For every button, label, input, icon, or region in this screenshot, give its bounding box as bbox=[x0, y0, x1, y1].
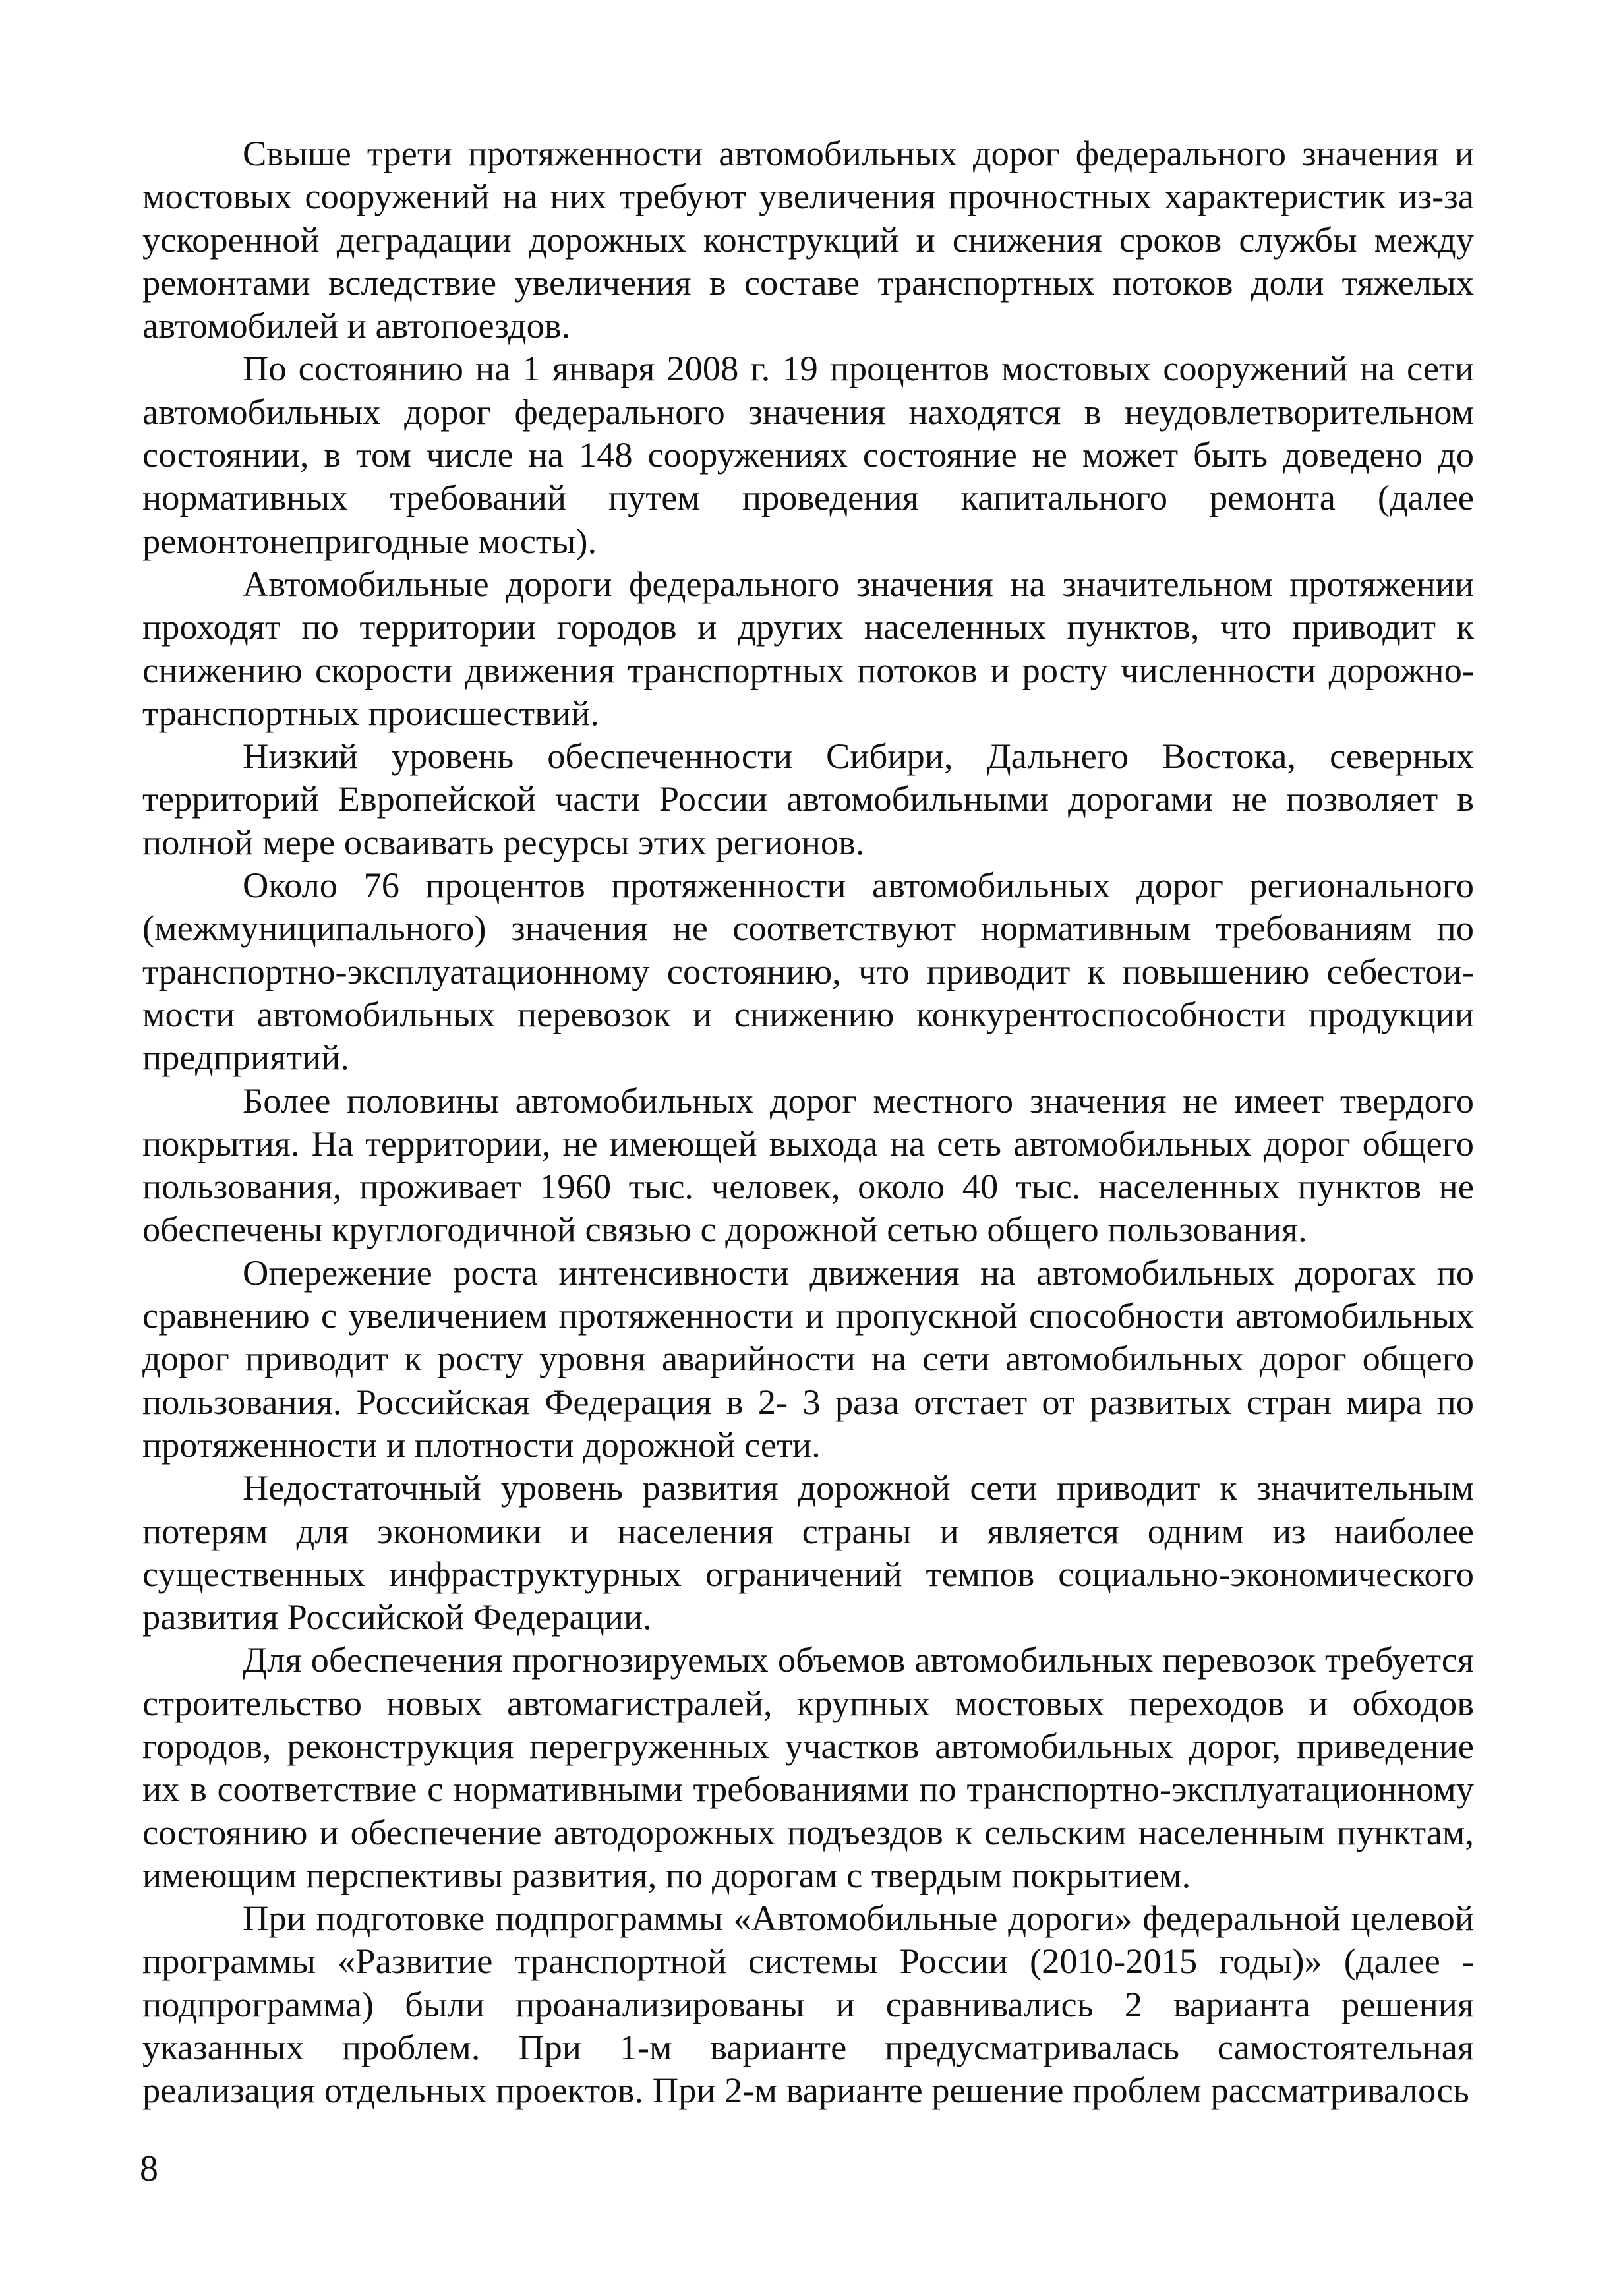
paragraph-5: Около 76 процентов протяженности автомобильных дорог регионального (межмуниципального) значения не соответствуют нормативным требованиям по транспортно-эксплуатационному состоянию, что приводит к повышению себестоимости автомобильных перевозок и снижению конкурентоспособности продукции предприятий. bbox=[142, 865, 1474, 1078]
paragraph-6: Более половины автомобильных дорог местного значения не имеет твердого покрытия. На территории, не имеющей выхода на сеть автомобильных дорог общего пользования, проживает 1960 тыс. человек, около 40 тыс. населенных пунктов не обеспечены круглогодичной связью с дорожной сетью общего пользования. bbox=[142, 1080, 1474, 1250]
document-page bbox=[142, 132, 1474, 2112]
paragraph-8: Недостаточный уровень развития дорожной сети приводит к значительным потерям для экономики и населения страны и является одним из наиболее существенных инфраструктурных ограничений темпов социально-экономического развития Российской Федерации. bbox=[142, 1467, 1474, 1637]
page-number: 8 bbox=[140, 2148, 158, 2189]
paragraph-1: Свыше трети протяженности автомобильных дорог федерального значения и мостовых сооружений на них требуют увеличения прочностных характеристик из-за ускоренной деградации дорожных конструкций и снижения сроков службы между ремонтами вследствие увеличения в составе транспортных потоков доли тяжелых автомобилей и автопоездов. bbox=[142, 133, 1474, 346]
paragraph-4: Низкий уровень обеспеченности Сибири, Дальнего Востока, северных территорий Европейской части России автомобильными дорогами не позволяет в полной мере осваивать ресурсы этих регионов. bbox=[142, 736, 1474, 862]
paragraph-3: Автомобильные дороги федерального значения на значительном протяжении проходят по территории городов и других населенных пунктов, что приводит к снижению скорости движения транспортных потоков и росту численности дорожно-транспортных происшествий. bbox=[142, 563, 1474, 733]
paragraph-9: Для обеспечения прогнозируемых объемов автомобильных перевозок требуется строительство новых автомагистралей, крупных мостовых переходов и обходов городов, реконструкция перегруженных участков автомобильных дорог, приведение их в соответствие с нормативными требованиями по транспортно-эксплуатационному состоянию и обеспечение автодорожных подъездов к сельским населенным пунктам, имеющим перспективы развития, по дорогам с твердым покрытием. bbox=[142, 1639, 1474, 1895]
paragraph-7: Опережение роста интенсивности движения на автомобильных дорогах по сравнению с увеличением протяженности и пропускной способности автомобильных дорог приводит к росту уровня аварийности на сети автомобильных дорог общего пользования. Российская Федерация в 2- 3 раза отстает от развитых стран мира по протяженности и плотности дорожной сети. bbox=[142, 1252, 1474, 1465]
paragraph-2: По состоянию на 1 января 2008 г. 19 процентов мостовых сооружений на сети автомобильных дорог федерального значения находятся в неудовлетворительном состоянии, в том числе на 148 сооружениях состояние не может быть доведено до нормативных требований путем проведения капитального ремонта (далее ремонтонепригодные мосты). bbox=[142, 348, 1474, 561]
paragraph-10: При подготовке подпрограммы «Автомобильные дороги» федеральной целевой программы «Развитие транспортной системы России (2010-2015 годы)» (далее - подпрограмма) были проанализированы и сравнивались 2 варианта решения указанных проблем. При 1-м варианте предусматривалась самостоятельная реализация отдельных проектов. При 2-м варианте решение проблем рассматривалось bbox=[142, 1898, 1474, 2111]
